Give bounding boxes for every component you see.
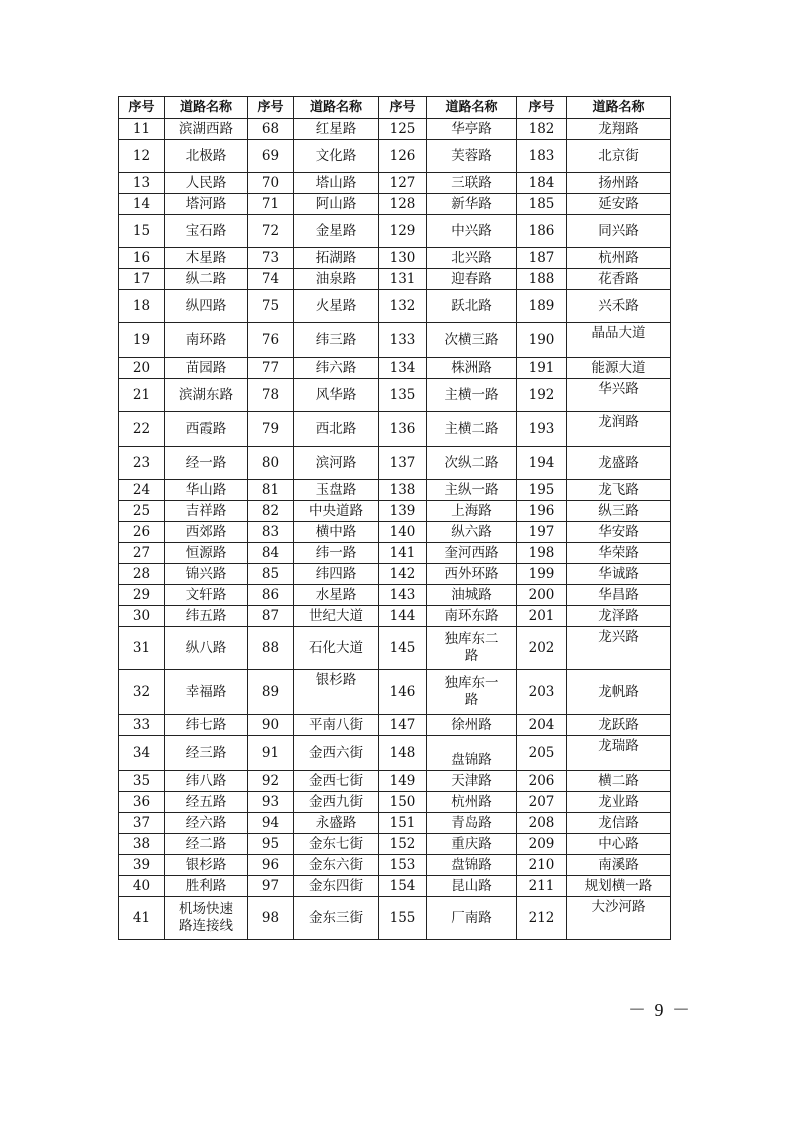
header-seq: 序号 <box>517 97 567 119</box>
road-seq-cell: 15 <box>119 215 165 248</box>
page-number: － 9 － <box>628 1000 692 1020</box>
road-seq-cell: 207 <box>517 792 567 813</box>
road-name-cell: 金西七街 <box>294 771 379 792</box>
table-row <box>119 834 671 855</box>
road-name-cell: 纵六路 <box>427 522 517 543</box>
road-seq-cell: 204 <box>517 715 567 736</box>
road-seq-cell: 126 <box>379 140 427 173</box>
road-name-cell: 宝石路 <box>165 215 248 248</box>
road-seq-cell: 194 <box>517 447 567 480</box>
road-seq-cell: 153 <box>379 855 427 876</box>
road-seq-cell: 11 <box>119 119 165 140</box>
road-seq-cell: 28 <box>119 564 165 585</box>
road-seq-cell: 131 <box>379 269 427 290</box>
road-seq-cell: 188 <box>517 269 567 290</box>
road-seq-cell: 198 <box>517 543 567 564</box>
table-row <box>119 771 671 792</box>
road-seq-cell: 27 <box>119 543 165 564</box>
road-seq-cell: 71 <box>248 194 294 215</box>
road-seq-cell: 199 <box>517 564 567 585</box>
header-seq: 序号 <box>248 97 294 119</box>
road-name-cell: 三联路 <box>427 173 517 194</box>
road-seq-cell: 37 <box>119 813 165 834</box>
road-name-cell: 水星路 <box>294 585 379 606</box>
road-name-cell: 石化大道 <box>294 627 379 670</box>
road-name-cell: 纬六路 <box>294 358 379 379</box>
road-name-cell: 西外环路 <box>427 564 517 585</box>
road-name-cell: 天津路 <box>427 771 517 792</box>
road-name-cell: 纬五路 <box>165 606 248 627</box>
road-seq-cell: 95 <box>248 834 294 855</box>
road-name-cell: 机场快速 路连接线 <box>165 897 248 940</box>
road-seq-cell: 144 <box>379 606 427 627</box>
road-name-cell: 塔山路 <box>294 173 379 194</box>
road-seq-cell: 143 <box>379 585 427 606</box>
road-seq-cell: 69 <box>248 140 294 173</box>
road-name-cell: 华安路 <box>567 522 671 543</box>
road-name-cell: 北兴路 <box>427 248 517 269</box>
road-name-cell: 盘锦路 <box>427 736 517 771</box>
road-seq-cell: 16 <box>119 248 165 269</box>
table-row <box>119 876 671 897</box>
road-name-cell: 龙盛路 <box>567 447 671 480</box>
road-seq-cell: 150 <box>379 792 427 813</box>
road-seq-cell: 142 <box>379 564 427 585</box>
road-name-cell: 杭州路 <box>427 792 517 813</box>
road-name-cell: 上海路 <box>427 501 517 522</box>
road-seq-cell: 81 <box>248 480 294 501</box>
road-name-cell: 纬七路 <box>165 715 248 736</box>
table-row <box>119 358 671 379</box>
road-seq-cell: 185 <box>517 194 567 215</box>
road-name-cell: 金西六街 <box>294 736 379 771</box>
road-seq-cell: 41 <box>119 897 165 940</box>
road-seq-cell: 137 <box>379 447 427 480</box>
road-seq-cell: 38 <box>119 834 165 855</box>
road-name-cell: 北京街 <box>567 140 671 173</box>
road-name-cell: 银杉路 <box>165 855 248 876</box>
road-name-cell: 世纪大道 <box>294 606 379 627</box>
road-seq-cell: 196 <box>517 501 567 522</box>
road-seq-cell: 141 <box>379 543 427 564</box>
road-seq-cell: 98 <box>248 897 294 940</box>
table-row <box>119 715 671 736</box>
table-row <box>119 140 671 173</box>
road-name-cell: 独库东二 路 <box>427 627 517 670</box>
road-seq-cell: 84 <box>248 543 294 564</box>
road-name-cell: 南环东路 <box>427 606 517 627</box>
road-name-cell: 滨河路 <box>294 447 379 480</box>
road-seq-cell: 12 <box>119 140 165 173</box>
road-name-cell: 迎春路 <box>427 269 517 290</box>
road-name-cell: 盘锦路 <box>427 855 517 876</box>
road-name-cell: 金东六街 <box>294 855 379 876</box>
road-seq-cell: 88 <box>248 627 294 670</box>
table-row <box>119 412 671 447</box>
road-seq-cell: 79 <box>248 412 294 447</box>
road-seq-cell: 93 <box>248 792 294 813</box>
road-seq-cell: 191 <box>517 358 567 379</box>
road-name-cell: 主横一路 <box>427 379 517 412</box>
table-row <box>119 119 671 140</box>
road-name-cell: 次横三路 <box>427 323 517 358</box>
road-seq-cell: 149 <box>379 771 427 792</box>
table-row <box>119 792 671 813</box>
road-seq-cell: 40 <box>119 876 165 897</box>
road-seq-cell: 184 <box>517 173 567 194</box>
header-road-name: 道路名称 <box>567 97 671 119</box>
table-row <box>119 670 671 715</box>
road-name-cell: 金东三街 <box>294 897 379 940</box>
road-name-cell: 经一路 <box>165 447 248 480</box>
road-seq-cell: 17 <box>119 269 165 290</box>
road-seq-cell: 68 <box>248 119 294 140</box>
road-seq-cell: 31 <box>119 627 165 670</box>
road-seq-cell: 183 <box>517 140 567 173</box>
road-seq-cell: 94 <box>248 813 294 834</box>
road-seq-cell: 197 <box>517 522 567 543</box>
road-seq-cell: 21 <box>119 379 165 412</box>
road-name-table <box>118 96 671 940</box>
road-seq-cell: 89 <box>248 670 294 715</box>
road-name-cell: 经六路 <box>165 813 248 834</box>
road-name-cell: 能源大道 <box>567 358 671 379</box>
road-name-cell: 华诚路 <box>567 564 671 585</box>
road-seq-cell: 83 <box>248 522 294 543</box>
road-name-cell: 扬州路 <box>567 173 671 194</box>
table-row <box>119 194 671 215</box>
road-name-cell: 纵四路 <box>165 290 248 323</box>
road-name-cell: 同兴路 <box>567 215 671 248</box>
road-name-cell: 吉祥路 <box>165 501 248 522</box>
road-name-cell: 次纵二路 <box>427 447 517 480</box>
road-name-cell: 金西九街 <box>294 792 379 813</box>
road-name-cell: 金东四街 <box>294 876 379 897</box>
road-name-cell: 纬一路 <box>294 543 379 564</box>
road-seq-cell: 77 <box>248 358 294 379</box>
table-row <box>119 215 671 248</box>
table-body <box>119 119 671 940</box>
road-seq-cell: 187 <box>517 248 567 269</box>
table-row <box>119 248 671 269</box>
road-seq-cell: 36 <box>119 792 165 813</box>
road-seq-cell: 19 <box>119 323 165 358</box>
road-name-cell: 株洲路 <box>427 358 517 379</box>
road-name-cell: 青岛路 <box>427 813 517 834</box>
table-row <box>119 736 671 771</box>
header-seq: 序号 <box>119 97 165 119</box>
road-name-cell: 华亭路 <box>427 119 517 140</box>
road-name-cell: 徐州路 <box>427 715 517 736</box>
road-seq-cell: 87 <box>248 606 294 627</box>
road-seq-cell: 200 <box>517 585 567 606</box>
table-row <box>119 447 671 480</box>
road-name-cell: 兴禾路 <box>567 290 671 323</box>
road-name-cell: 文化路 <box>294 140 379 173</box>
road-name-cell: 纬八路 <box>165 771 248 792</box>
road-seq-cell: 186 <box>517 215 567 248</box>
road-seq-cell: 148 <box>379 736 427 771</box>
road-name-cell: 风华路 <box>294 379 379 412</box>
header-seq: 序号 <box>379 97 427 119</box>
road-seq-cell: 205 <box>517 736 567 771</box>
road-name-cell: 银杉路 <box>294 670 379 715</box>
road-name-cell: 纵八路 <box>165 627 248 670</box>
table-row <box>119 543 671 564</box>
road-seq-cell: 147 <box>379 715 427 736</box>
road-seq-cell: 195 <box>517 480 567 501</box>
road-seq-cell: 134 <box>379 358 427 379</box>
header-road-name: 道路名称 <box>294 97 379 119</box>
road-name-cell: 文轩路 <box>165 585 248 606</box>
road-name-cell: 纬三路 <box>294 323 379 358</box>
road-seq-cell: 26 <box>119 522 165 543</box>
header-road-name: 道路名称 <box>165 97 248 119</box>
road-name-cell: 重庆路 <box>427 834 517 855</box>
road-seq-cell: 206 <box>517 771 567 792</box>
road-name-cell: 花香路 <box>567 269 671 290</box>
table-row <box>119 627 671 670</box>
road-name-cell: 龙帆路 <box>567 670 671 715</box>
road-seq-cell: 212 <box>517 897 567 940</box>
road-name-cell: 龙业路 <box>567 792 671 813</box>
table-row <box>119 564 671 585</box>
road-name-cell: 阿山路 <box>294 194 379 215</box>
road-name-cell: 昆山路 <box>427 876 517 897</box>
road-name-cell: 纬四路 <box>294 564 379 585</box>
road-name-cell: 龙兴路 <box>567 627 671 670</box>
road-name-cell: 油城路 <box>427 585 517 606</box>
header-road-name: 道路名称 <box>427 97 517 119</box>
road-name-cell: 西郊路 <box>165 522 248 543</box>
road-seq-cell: 75 <box>248 290 294 323</box>
road-seq-cell: 86 <box>248 585 294 606</box>
road-name-cell: 新华路 <box>427 194 517 215</box>
road-seq-cell: 133 <box>379 323 427 358</box>
road-name-cell: 北极路 <box>165 140 248 173</box>
road-name-cell: 恒源路 <box>165 543 248 564</box>
road-name-cell: 主横二路 <box>427 412 517 447</box>
road-name-cell: 龙跃路 <box>567 715 671 736</box>
table-row <box>119 606 671 627</box>
road-seq-cell: 96 <box>248 855 294 876</box>
road-name-cell: 规划横一路 <box>567 876 671 897</box>
road-seq-cell: 189 <box>517 290 567 323</box>
road-name-cell: 胜利路 <box>165 876 248 897</box>
road-name-cell: 华兴路 <box>567 379 671 412</box>
road-name-cell: 火星路 <box>294 290 379 323</box>
table-row <box>119 323 671 358</box>
road-seq-cell: 155 <box>379 897 427 940</box>
table-row <box>119 379 671 412</box>
road-name-cell: 人民路 <box>165 173 248 194</box>
road-seq-cell: 34 <box>119 736 165 771</box>
road-seq-cell: 203 <box>517 670 567 715</box>
table-row <box>119 269 671 290</box>
road-seq-cell: 139 <box>379 501 427 522</box>
road-seq-cell: 211 <box>517 876 567 897</box>
road-seq-cell: 138 <box>379 480 427 501</box>
road-name-cell: 木星路 <box>165 248 248 269</box>
road-seq-cell: 25 <box>119 501 165 522</box>
road-name-cell: 纵二路 <box>165 269 248 290</box>
road-seq-cell: 22 <box>119 412 165 447</box>
road-seq-cell: 146 <box>379 670 427 715</box>
road-seq-cell: 190 <box>517 323 567 358</box>
road-seq-cell: 74 <box>248 269 294 290</box>
road-seq-cell: 20 <box>119 358 165 379</box>
road-seq-cell: 135 <box>379 379 427 412</box>
road-name-cell: 油泉路 <box>294 269 379 290</box>
road-seq-cell: 92 <box>248 771 294 792</box>
road-seq-cell: 33 <box>119 715 165 736</box>
road-name-cell: 中央道路 <box>294 501 379 522</box>
road-name-cell: 经二路 <box>165 834 248 855</box>
road-name-cell: 横中路 <box>294 522 379 543</box>
road-seq-cell: 80 <box>248 447 294 480</box>
road-seq-cell: 18 <box>119 290 165 323</box>
road-name-cell: 龙润路 <box>567 412 671 447</box>
road-seq-cell: 97 <box>248 876 294 897</box>
table-row <box>119 501 671 522</box>
road-seq-cell: 127 <box>379 173 427 194</box>
road-name-cell: 华荣路 <box>567 543 671 564</box>
road-seq-cell: 201 <box>517 606 567 627</box>
road-seq-cell: 76 <box>248 323 294 358</box>
road-name-cell: 经五路 <box>165 792 248 813</box>
road-seq-cell: 152 <box>379 834 427 855</box>
road-seq-cell: 24 <box>119 480 165 501</box>
road-name-cell: 塔河路 <box>165 194 248 215</box>
road-name-cell: 横二路 <box>567 771 671 792</box>
road-name-cell: 厂南路 <box>427 897 517 940</box>
table-row <box>119 480 671 501</box>
road-seq-cell: 72 <box>248 215 294 248</box>
road-name-cell: 奎河西路 <box>427 543 517 564</box>
road-name-cell: 滨湖东路 <box>165 379 248 412</box>
road-name-cell: 经三路 <box>165 736 248 771</box>
table-row <box>119 813 671 834</box>
road-name-cell: 龙信路 <box>567 813 671 834</box>
road-name-cell: 幸福路 <box>165 670 248 715</box>
table-row <box>119 585 671 606</box>
road-seq-cell: 193 <box>517 412 567 447</box>
road-seq-cell: 82 <box>248 501 294 522</box>
road-seq-cell: 29 <box>119 585 165 606</box>
road-name-cell: 主纵一路 <box>427 480 517 501</box>
road-name-cell: 南环路 <box>165 323 248 358</box>
road-name-cell: 金东七街 <box>294 834 379 855</box>
road-name-cell: 晶品大道 <box>567 323 671 358</box>
road-seq-cell: 202 <box>517 627 567 670</box>
road-name-cell: 龙飞路 <box>567 480 671 501</box>
road-name-cell: 龙翔路 <box>567 119 671 140</box>
road-seq-cell: 39 <box>119 855 165 876</box>
road-name-cell: 龙泽路 <box>567 606 671 627</box>
road-seq-cell: 210 <box>517 855 567 876</box>
road-seq-cell: 154 <box>379 876 427 897</box>
road-name-cell: 华山路 <box>165 480 248 501</box>
road-seq-cell: 91 <box>248 736 294 771</box>
road-name-cell: 苗园路 <box>165 358 248 379</box>
road-seq-cell: 90 <box>248 715 294 736</box>
road-seq-cell: 32 <box>119 670 165 715</box>
road-name-cell: 芙蓉路 <box>427 140 517 173</box>
road-name-cell: 红星路 <box>294 119 379 140</box>
road-seq-cell: 129 <box>379 215 427 248</box>
road-seq-cell: 128 <box>379 194 427 215</box>
road-name-cell: 南溪路 <box>567 855 671 876</box>
road-seq-cell: 130 <box>379 248 427 269</box>
road-name-cell: 拓湖路 <box>294 248 379 269</box>
road-seq-cell: 140 <box>379 522 427 543</box>
road-seq-cell: 78 <box>248 379 294 412</box>
road-name-cell: 华昌路 <box>567 585 671 606</box>
road-name-cell: 大沙河路 <box>567 897 671 940</box>
road-seq-cell: 125 <box>379 119 427 140</box>
road-seq-cell: 13 <box>119 173 165 194</box>
table-row <box>119 522 671 543</box>
road-name-cell: 中心路 <box>567 834 671 855</box>
road-seq-cell: 209 <box>517 834 567 855</box>
road-name-cell: 龙瑞路 <box>567 736 671 771</box>
road-name-cell: 跃北路 <box>427 290 517 323</box>
road-name-cell: 滨湖西路 <box>165 119 248 140</box>
road-name-cell: 金星路 <box>294 215 379 248</box>
road-name-cell: 玉盘路 <box>294 480 379 501</box>
road-name-cell: 永盛路 <box>294 813 379 834</box>
table-row <box>119 897 671 940</box>
road-name-cell: 西北路 <box>294 412 379 447</box>
road-name-cell: 锦兴路 <box>165 564 248 585</box>
road-name-cell: 平南八街 <box>294 715 379 736</box>
road-seq-cell: 70 <box>248 173 294 194</box>
table-header-row <box>119 97 671 119</box>
road-seq-cell: 192 <box>517 379 567 412</box>
road-name-cell: 独库东一 路 <box>427 670 517 715</box>
road-name-cell: 延安路 <box>567 194 671 215</box>
road-seq-cell: 85 <box>248 564 294 585</box>
road-seq-cell: 136 <box>379 412 427 447</box>
road-seq-cell: 23 <box>119 447 165 480</box>
road-name-cell: 西霞路 <box>165 412 248 447</box>
road-name-cell: 纵三路 <box>567 501 671 522</box>
table-row <box>119 173 671 194</box>
road-seq-cell: 132 <box>379 290 427 323</box>
road-seq-cell: 151 <box>379 813 427 834</box>
table-row <box>119 855 671 876</box>
road-seq-cell: 208 <box>517 813 567 834</box>
road-seq-cell: 30 <box>119 606 165 627</box>
road-seq-cell: 182 <box>517 119 567 140</box>
road-seq-cell: 14 <box>119 194 165 215</box>
road-seq-cell: 145 <box>379 627 427 670</box>
road-seq-cell: 73 <box>248 248 294 269</box>
road-name-cell: 中兴路 <box>427 215 517 248</box>
road-name-cell: 杭州路 <box>567 248 671 269</box>
table-row <box>119 290 671 323</box>
road-seq-cell: 35 <box>119 771 165 792</box>
